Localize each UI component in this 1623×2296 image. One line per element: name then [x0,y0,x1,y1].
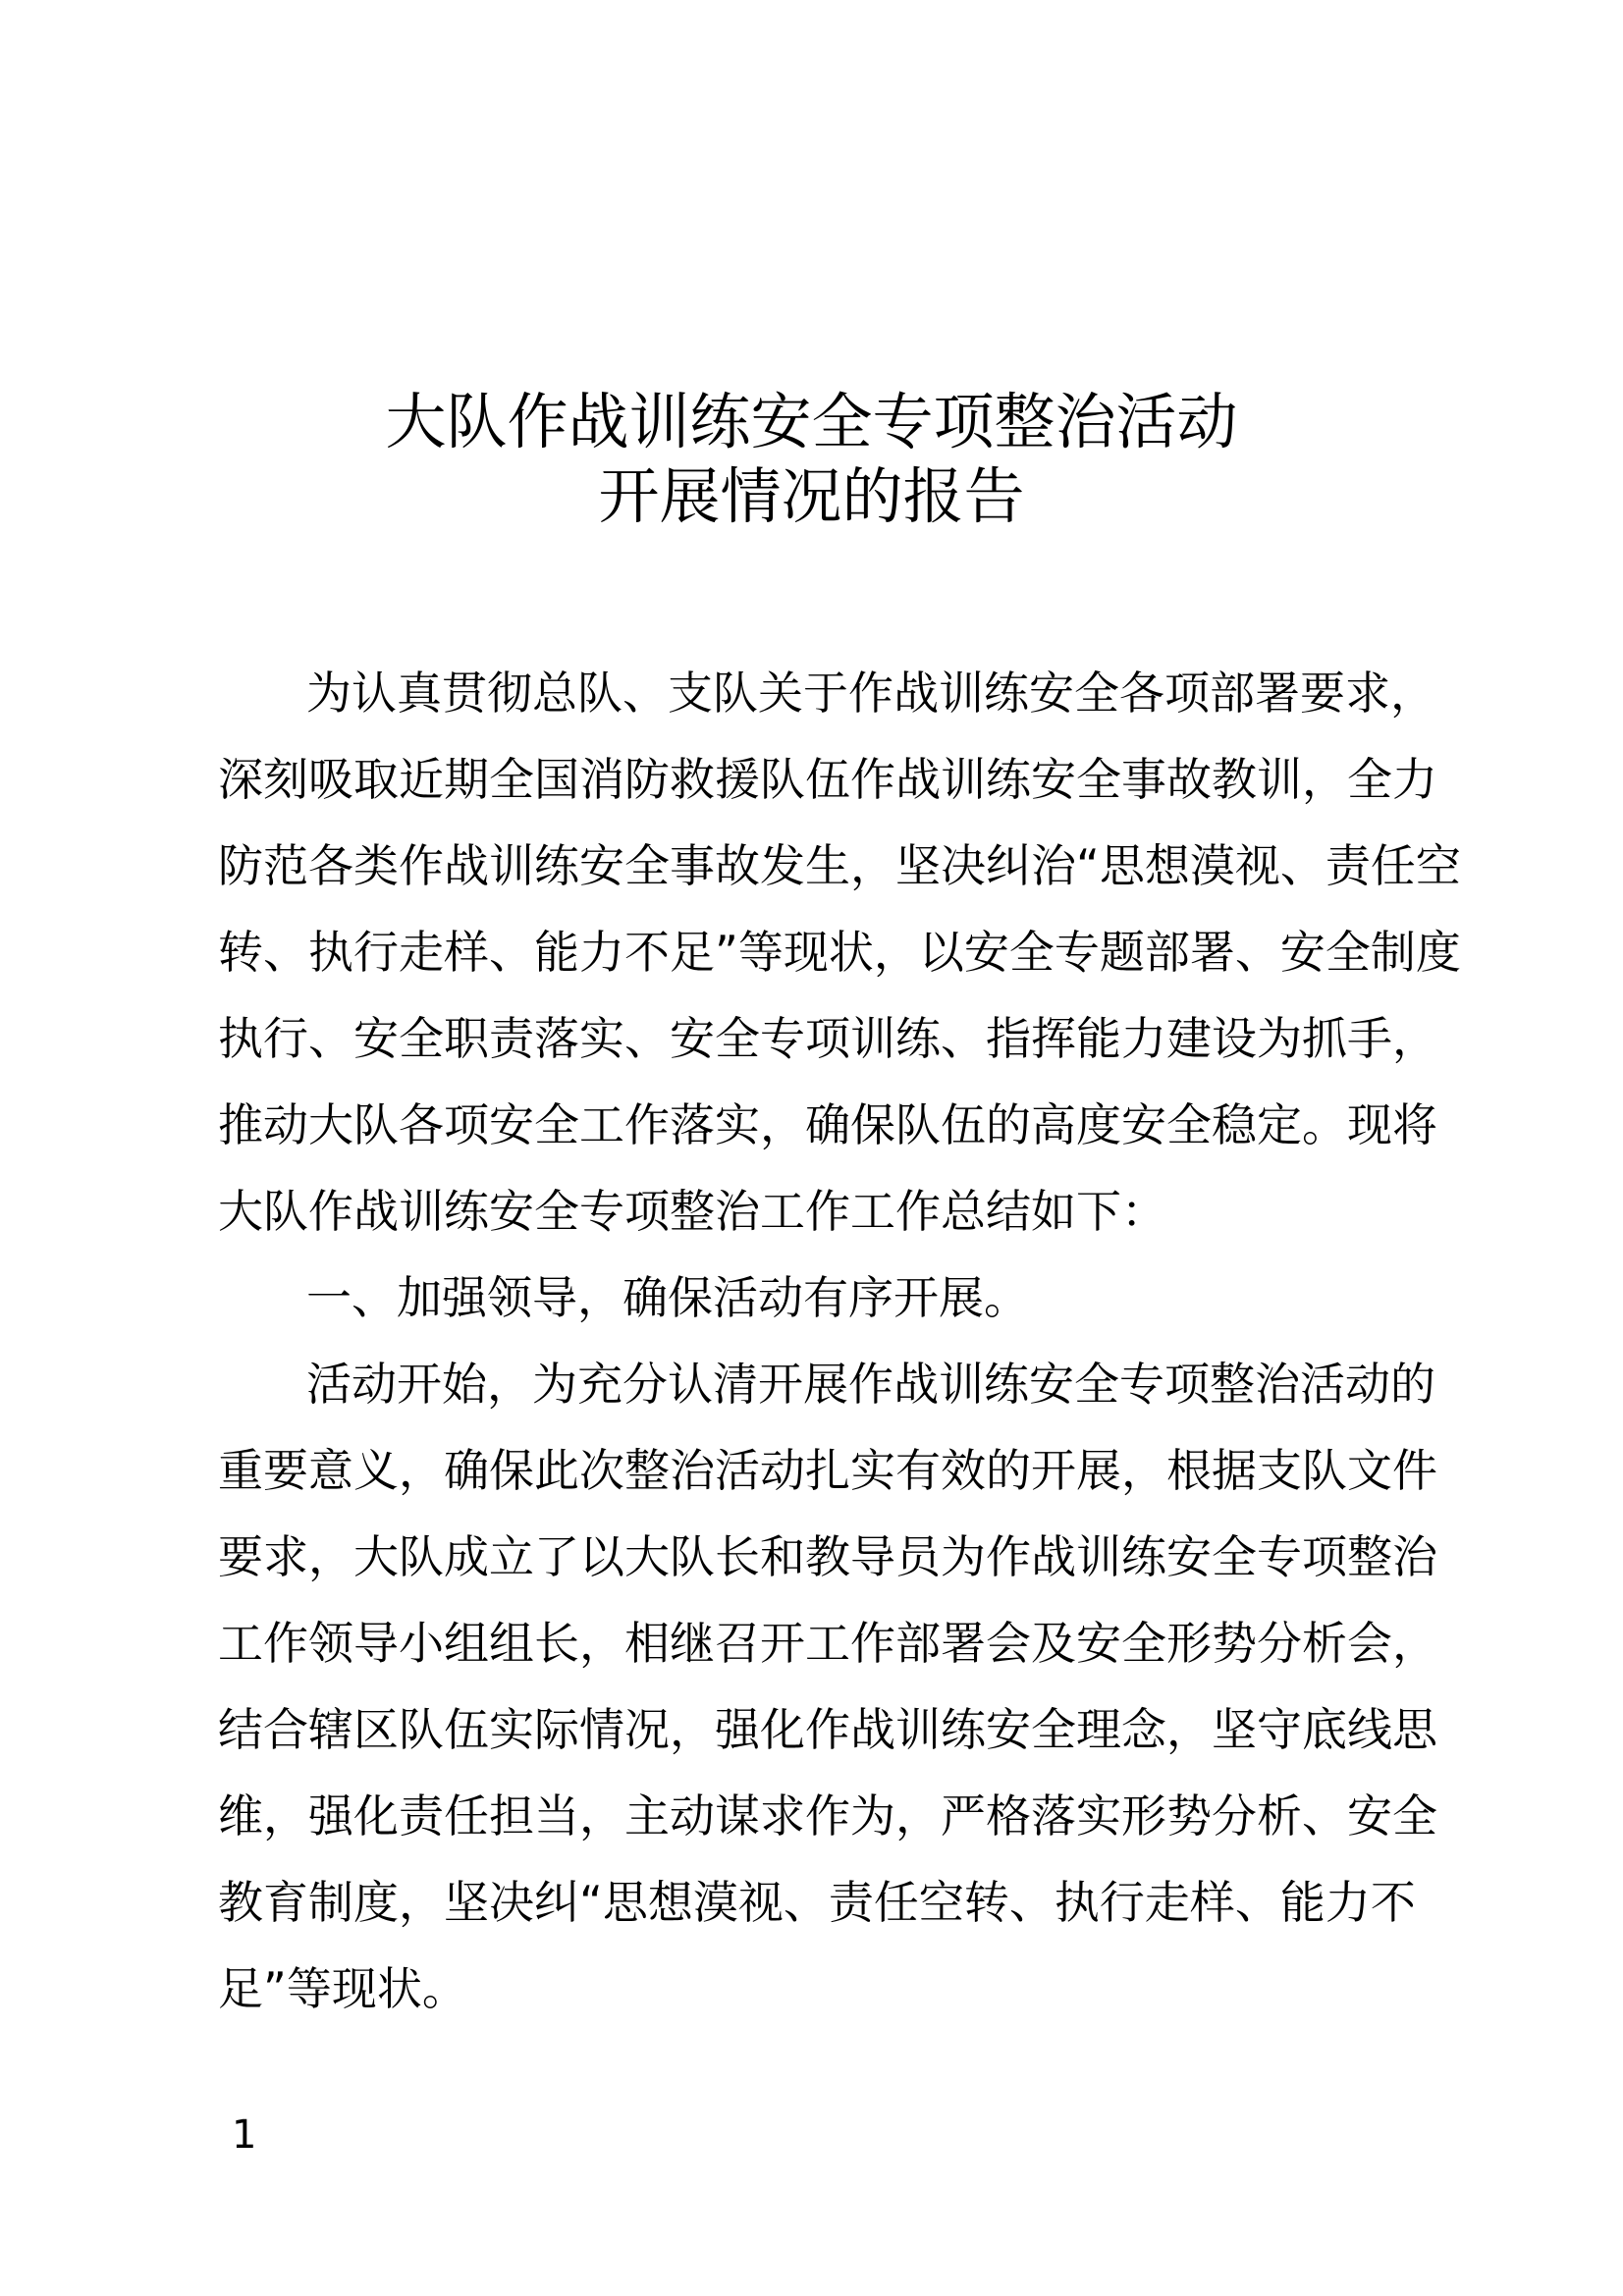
title-line-2: 开展情况的报告 [598,460,1025,532]
body-line-14: 维，强化责任担当，主动谋求作为，严格落实形势分析、安全 [218,1789,1437,1842]
body-line-7: 大队作战训练安全专项整治工作工作总结如下： [218,1185,1166,1238]
body-line-2: 深刻吸取近期全国消防救援队伍作战训练安全事故教训，全力 [218,753,1437,806]
body-line-12: 工作领导小组组长，相继召开工作部署会及安全形势分析会， [218,1617,1437,1670]
document-title [0,385,1623,534]
body-line-11: 要求，大队成立了以大队长和教导员为作战训练安全专项整治 [218,1530,1437,1583]
body-line-15: 教育制度，坚决纠“思想漠视、责任空转、执行走样、能力不 [218,1876,1416,1929]
section-heading-1: 一、加强领导，确保活动有序开展。 [306,1271,1029,1324]
title-line-1: 大队作战训练安全专项整治活动 [385,386,1238,457]
body-line-16: 足”等现状。 [218,1962,467,2015]
body-line-1: 为认真贯彻总队、支队关于作战训练安全各项部署要求， [306,667,1435,720]
body-line-5: 执行、安全职责落实、安全专项训练、指挥能力建设为抓手， [218,1012,1437,1065]
body-line-4: 转、执行走样、能力不足”等现状，以安全专题部署、安全制度 [218,926,1461,979]
body-line-6: 推动大队各项安全工作落实，确保队伍的高度安全稳定。现将 [218,1098,1437,1151]
body-line-3: 防范各类作战训练安全事故发生，坚决纠治“思想漠视、责任空 [218,839,1461,892]
body-line-9: 活动开始，为充分认清开展作战训练安全专项整治活动的 [306,1358,1435,1411]
body-line-13: 结合辖区队伍实际情况，强化作战训练安全理念，坚守底线思 [218,1703,1437,1756]
body-line-10: 重要意义，确保此次整治活动扎实有效的开展，根据支队文件 [218,1444,1437,1497]
page-number: 1 [232,2112,257,2158]
document-body [218,650,1461,2032]
